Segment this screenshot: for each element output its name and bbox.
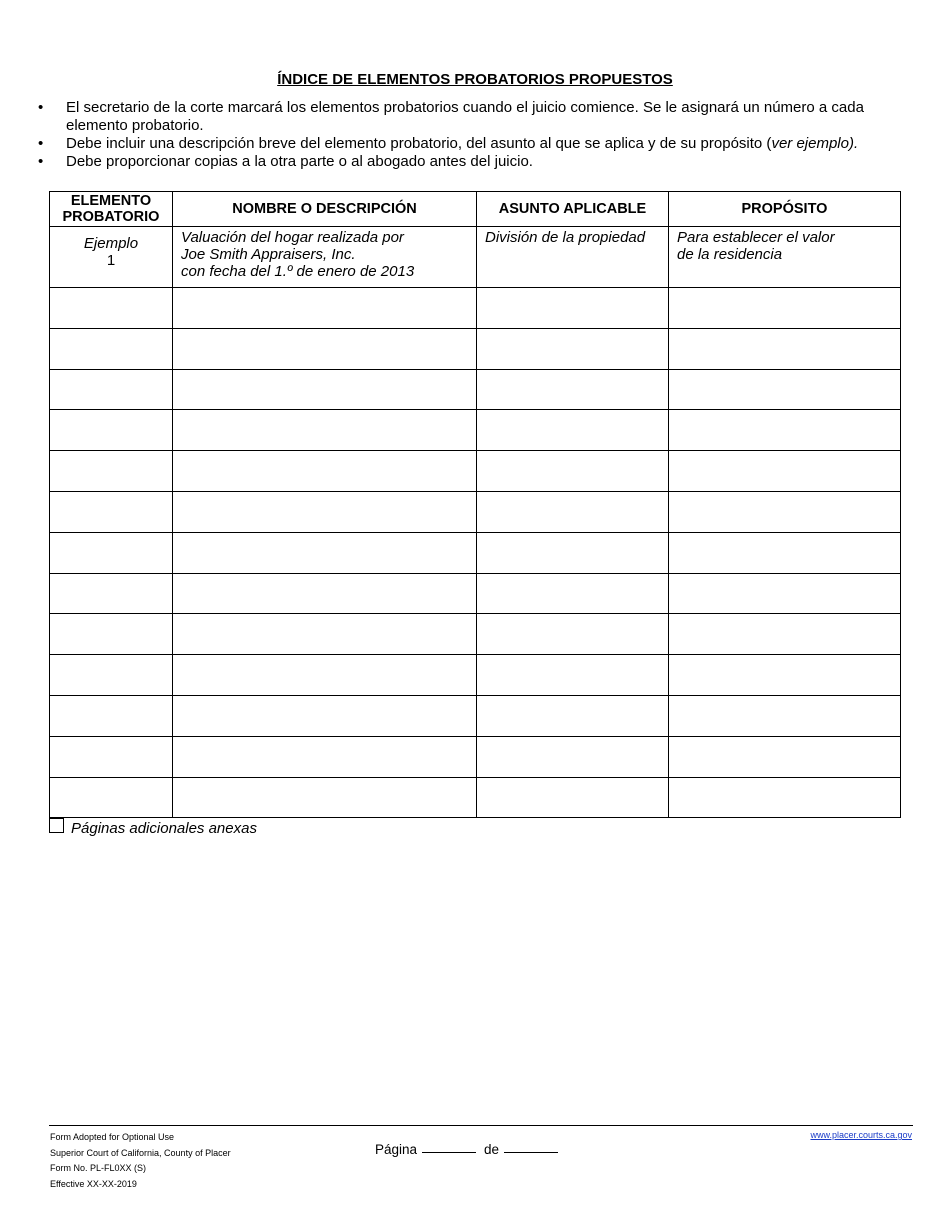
purpose-cell[interactable] <box>669 573 901 614</box>
of-label: de <box>484 1142 500 1157</box>
example-exhibit-cell <box>50 227 173 288</box>
footer-line: Form No. PL-FL0XX (S) <box>50 1163 147 1173</box>
table-row <box>50 655 901 696</box>
issue-cell[interactable] <box>477 410 669 451</box>
exhibit-cell[interactable] <box>50 328 173 369</box>
footer-form-info <box>50 1130 231 1192</box>
footer-line: Effective XX-XX-2019 <box>50 1178 137 1189</box>
name-cell[interactable] <box>173 655 477 696</box>
issue-cell[interactable] <box>477 695 669 736</box>
purpose-cell[interactable] <box>669 369 901 410</box>
table-row <box>50 451 901 492</box>
instruction-text: El secretario de la corte marcará los elementos probatorios cuando el juicio comience. Se le asignará un número a cada elemento probatorio. <box>66 99 864 134</box>
example-issue-cell <box>477 227 669 288</box>
name-cell[interactable] <box>173 736 477 777</box>
purpose-cell[interactable] <box>669 288 901 329</box>
table-row <box>50 491 901 532</box>
exhibit-cell[interactable] <box>50 369 173 410</box>
exhibit-cell[interactable] <box>50 736 173 777</box>
name-cell[interactable] <box>173 451 477 492</box>
name-cell[interactable] <box>173 491 477 532</box>
header-name: NOMBRE O DESCRIPCIÓN <box>173 192 477 227</box>
example-label: Ejemplo <box>83 235 139 252</box>
purpose-cell[interactable] <box>669 655 901 696</box>
purpose-cell[interactable] <box>669 410 901 451</box>
footer-line: Superior Court of California, County of Placer <box>50 1147 231 1158</box>
example-issue: División de la propiedad <box>485 229 646 246</box>
table-row <box>50 410 901 451</box>
purpose-cell[interactable] <box>669 777 901 818</box>
issue-cell[interactable] <box>477 328 669 369</box>
issue-cell[interactable] <box>477 451 669 492</box>
exhibit-cell[interactable] <box>50 451 173 492</box>
purpose-cell[interactable] <box>669 736 901 777</box>
form-title: ÍNDICE DE ELEMENTOS PROBATORIOS PROPUESTOS <box>277 71 673 88</box>
purpose-cell[interactable] <box>669 491 901 532</box>
name-cell[interactable] <box>173 573 477 614</box>
name-cell[interactable] <box>173 532 477 573</box>
instruction-item <box>38 153 908 171</box>
name-cell[interactable] <box>173 614 477 655</box>
table-row <box>50 614 901 655</box>
instruction-item <box>38 99 908 135</box>
exhibit-cell[interactable] <box>50 655 173 696</box>
bullet-icon: • <box>38 135 44 152</box>
example-name-line: Valuación del hogar realizada por <box>181 229 404 246</box>
purpose-cell[interactable] <box>669 328 901 369</box>
exhibit-cell[interactable] <box>50 532 173 573</box>
additional-pages-label: Páginas adicionales anexas <box>71 820 257 837</box>
example-row <box>50 227 901 288</box>
issue-cell[interactable] <box>477 736 669 777</box>
example-name-line: Joe Smith Appraisers, Inc. <box>181 246 356 263</box>
court-website-link[interactable]: www.placer.courts.ca.gov <box>810 1130 912 1140</box>
table-row <box>50 288 901 329</box>
name-cell[interactable] <box>173 288 477 329</box>
issue-cell[interactable] <box>477 532 669 573</box>
issue-cell[interactable] <box>477 614 669 655</box>
additional-pages <box>49 820 257 837</box>
issue-cell[interactable] <box>477 288 669 329</box>
name-cell[interactable] <box>173 777 477 818</box>
page-number-field <box>375 1142 566 1157</box>
instructions-list <box>38 99 908 171</box>
additional-pages-checkbox[interactable] <box>49 818 64 833</box>
table-row <box>50 777 901 818</box>
bullet-icon: • <box>38 99 44 116</box>
instruction-text: Debe incluir una descripción breve del elemento probatorio, del asunto al que se aplica y de su propósito ( <box>66 135 772 152</box>
name-cell[interactable] <box>173 695 477 736</box>
purpose-cell[interactable] <box>669 451 901 492</box>
issue-cell[interactable] <box>477 655 669 696</box>
purpose-cell[interactable] <box>669 532 901 573</box>
example-name-line: con fecha del 1.º de enero de 2013 <box>181 263 415 280</box>
exhibit-cell[interactable] <box>50 573 173 614</box>
exhibit-cell[interactable] <box>50 777 173 818</box>
bullet-icon: • <box>38 153 44 170</box>
exhibit-cell[interactable] <box>50 288 173 329</box>
name-cell[interactable] <box>173 410 477 451</box>
exhibit-cell[interactable] <box>50 410 173 451</box>
header-exhibit: ELEMENTO PROBATORIO <box>50 192 173 227</box>
page-number-blank[interactable] <box>422 1152 476 1153</box>
table-row <box>50 328 901 369</box>
footer-divider <box>49 1125 913 1126</box>
example-purpose-cell <box>669 227 901 288</box>
example-purpose-line: de la residencia <box>677 246 783 263</box>
exhibit-cell[interactable] <box>50 491 173 532</box>
footer-line: Form Adopted for Optional Use <box>50 1132 175 1142</box>
exhibit-table <box>49 191 901 818</box>
page-label: Página <box>375 1142 418 1157</box>
table-row <box>50 369 901 410</box>
table-row <box>50 573 901 614</box>
instruction-italic: ver ejemplo). <box>771 135 859 152</box>
purpose-cell[interactable] <box>669 695 901 736</box>
header-purpose: PROPÓSITO <box>669 192 901 227</box>
issue-cell[interactable] <box>477 573 669 614</box>
exhibit-cell[interactable] <box>50 614 173 655</box>
name-cell[interactable] <box>173 328 477 369</box>
exhibit-cell[interactable] <box>50 695 173 736</box>
header-issue: ASUNTO APLICABLE <box>477 192 669 227</box>
instruction-text: Debe proporcionar copias a la otra parte o al abogado antes del juicio. <box>66 153 533 170</box>
table-row <box>50 532 901 573</box>
table-header-row <box>50 192 901 227</box>
issue-cell[interactable] <box>477 491 669 532</box>
total-pages-blank[interactable] <box>504 1152 558 1153</box>
issue-cell[interactable] <box>477 777 669 818</box>
example-purpose-line: Para establecer el valor <box>677 229 835 246</box>
purpose-cell[interactable] <box>669 614 901 655</box>
name-cell[interactable] <box>173 369 477 410</box>
example-name-cell <box>173 227 477 288</box>
table-row <box>50 695 901 736</box>
instruction-item <box>38 135 908 153</box>
table-row <box>50 736 901 777</box>
issue-cell[interactable] <box>477 369 669 410</box>
example-number: 1 <box>106 252 116 269</box>
